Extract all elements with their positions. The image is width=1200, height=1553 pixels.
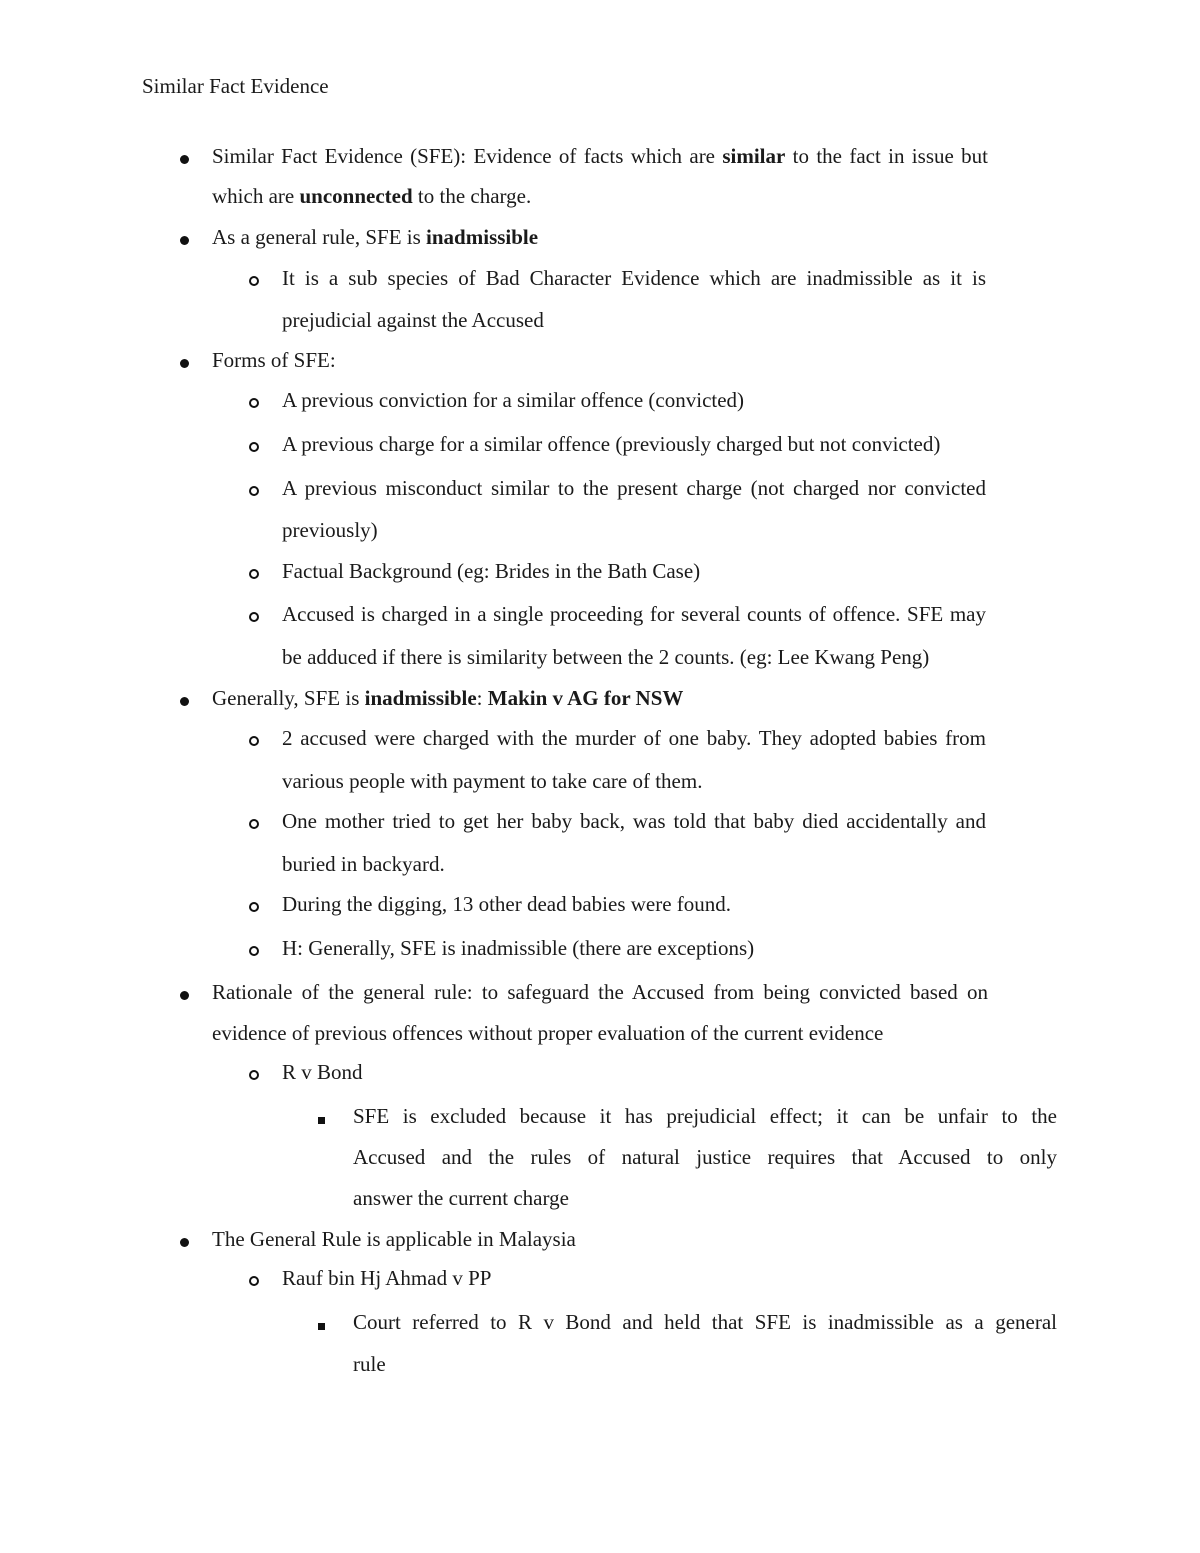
bullet-dot xyxy=(180,1226,189,1254)
list-subitem-continuation: various people with payment to take care of them. xyxy=(282,769,703,793)
bullet-ring xyxy=(249,431,259,459)
list-item-continuation: which are unconnected to the charge. xyxy=(212,184,532,208)
bullet-dot xyxy=(180,979,189,1007)
bullet-dot xyxy=(180,143,189,171)
bullet-dot xyxy=(180,224,189,252)
bullet-dot xyxy=(180,685,189,713)
document-title: Similar Fact Evidence xyxy=(142,74,329,98)
list-subitem-continuation: be adduced if there is similarity between the 2 counts. (eg: Lee Kwang Peng) xyxy=(282,645,930,669)
bullet-ring xyxy=(249,1265,259,1293)
bullet-ring xyxy=(249,265,259,293)
list-subitem: During the digging, 13 other dead babies were found. xyxy=(282,892,732,916)
list-item: Forms of SFE: xyxy=(212,348,336,372)
list-subitem: A previous charge for a similar offence (previously charged but not convicted) xyxy=(282,432,941,456)
bullet-ring xyxy=(249,475,259,503)
bullet-ring xyxy=(249,808,259,836)
list-subitem: Rauf bin Hj Ahmad v PP xyxy=(282,1266,492,1290)
bullet-dot xyxy=(180,347,189,375)
bullet-ring xyxy=(249,935,259,963)
list-subsubitem-continuation: Accused and the rules of natural justice requires that Accused to only xyxy=(353,1145,1057,1169)
bullet-ring xyxy=(249,601,259,629)
list-subsubitem-continuation: answer the current charge xyxy=(353,1186,569,1210)
list-subsubitem: SFE is excluded because it has prejudicial effect; it can be unfair to the xyxy=(353,1104,1057,1128)
list-subitem: Factual Background (eg: Brides in the Bath Case) xyxy=(282,559,701,583)
bullet-ring xyxy=(249,1059,259,1087)
list-item: As a general rule, SFE is inadmissible xyxy=(212,225,539,249)
list-subitem-continuation: previously) xyxy=(282,518,378,542)
list-subitem: A previous conviction for a similar offence (convicted) xyxy=(282,388,745,412)
bullet-ring xyxy=(249,387,259,415)
bullet-ring xyxy=(249,558,259,586)
list-item: The General Rule is applicable in Malaysia xyxy=(212,1227,576,1251)
list-subitem-continuation: buried in backyard. xyxy=(282,852,445,876)
list-item-continuation: evidence of previous offences without proper evaluation of the current evidence xyxy=(212,1021,884,1045)
list-subitem: Accused is charged in a single proceeding for several counts of offence. SFE may xyxy=(282,602,986,626)
list-item: Generally, SFE is inadmissible: Makin v AG for NSW xyxy=(212,686,684,710)
list-subitem: H: Generally, SFE is inadmissible (there are exceptions) xyxy=(282,936,755,960)
list-subitem: One mother tried to get her baby back, was told that baby died accidentally and xyxy=(282,809,986,833)
list-item: Rationale of the general rule: to safeguard the Accused from being convicted based on xyxy=(212,980,988,1004)
bullet-ring xyxy=(249,725,259,753)
list-subitem: It is a sub species of Bad Character Evidence which are inadmissible as it is xyxy=(282,266,986,290)
list-subitem: A previous misconduct similar to the present charge (not charged nor convicted xyxy=(282,476,986,500)
bullet-square xyxy=(318,1309,325,1337)
list-subsubitem-continuation: rule xyxy=(353,1352,386,1376)
list-subitem: 2 accused were charged with the murder of one baby. They adopted babies from xyxy=(282,726,986,750)
list-subsubitem: Court referred to R v Bond and held that SFE is inadmissible as a general xyxy=(353,1310,1057,1334)
list-item: Similar Fact Evidence (SFE): Evidence of facts which are similar to the fact in issue but xyxy=(212,144,988,168)
list-subitem: R v Bond xyxy=(282,1060,363,1084)
bullet-square xyxy=(318,1103,325,1131)
list-subitem-continuation: prejudicial against the Accused xyxy=(282,308,544,332)
bullet-ring xyxy=(249,891,259,919)
